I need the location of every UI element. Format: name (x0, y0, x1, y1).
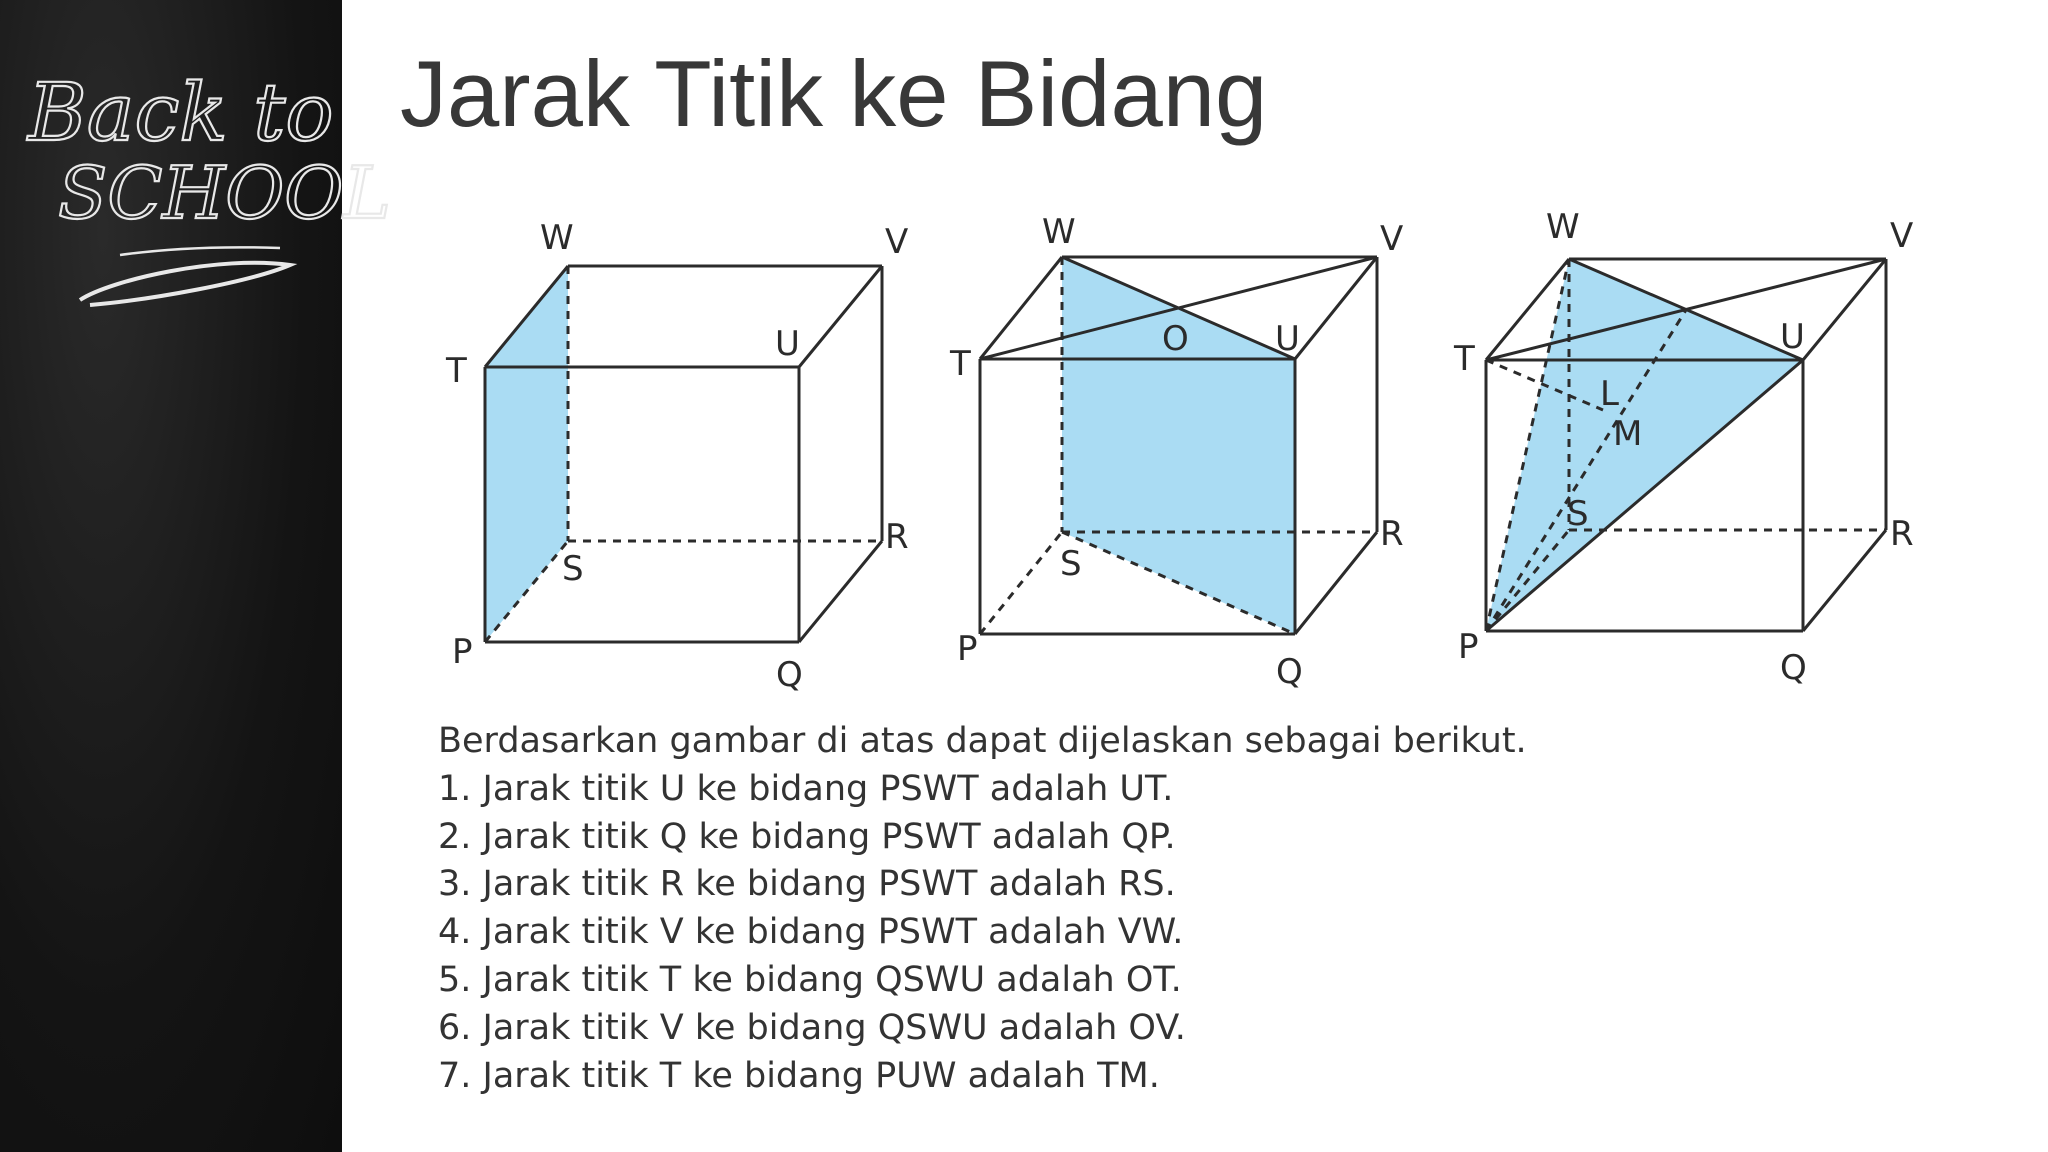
explanation-item: 2. Jarak titik Q ke bidang PSWT adalah QP. (438, 816, 1176, 857)
back-to-school-logo (20, 50, 392, 320)
explanation-item: 1. Jarak titik U ke bidang PSWT adalah UT. (438, 768, 1174, 809)
label-R: R (885, 517, 909, 557)
plane-pswt (485, 266, 568, 642)
logo-text-line1: Back to (28, 66, 334, 159)
plane-puw (1486, 259, 1803, 631)
label-P: P (957, 629, 978, 669)
label-Q: Q (1276, 652, 1303, 692)
label-P: P (452, 632, 473, 672)
label-U: U (1780, 317, 1805, 357)
label-R: R (1380, 514, 1404, 554)
label-S: S (1060, 544, 1082, 584)
explanation-item: 6. Jarak titik V ke bidang QSWU adalah OV. (438, 1007, 1186, 1048)
explanation-item: 4. Jarak titik V ke bidang PSWT adalah VW. (438, 912, 1184, 953)
label-W: W (1042, 212, 1076, 252)
explanation-text (438, 718, 1527, 1100)
cube-1 (445, 218, 909, 695)
explanation-intro: Berdasarkan gambar di atas dapat dijelaskan sebagai berikut. (438, 721, 1527, 761)
label-V: V (1890, 216, 1914, 256)
label-W: W (540, 218, 574, 258)
explanation-item: 5. Jarak titik T ke bidang QSWU adalah OT. (438, 959, 1182, 1000)
cube-3 (1453, 207, 1914, 688)
label-S: S (562, 549, 584, 589)
label-S: S (1567, 494, 1589, 534)
label-W: W (1546, 207, 1580, 247)
label-V: V (1380, 219, 1404, 259)
label-U: U (775, 324, 800, 364)
chalkboard-sidebar (0, 0, 392, 1152)
explanation-item: 7. Jarak titik T ke bidang PUW adalah TM. (438, 1055, 1160, 1096)
logo-underline-swoosh (80, 263, 290, 305)
label-T: T (950, 344, 971, 384)
cube-diagrams (430, 200, 1930, 700)
label-Q: Q (776, 655, 803, 695)
logo-text-line2: SCHOOL (58, 151, 392, 235)
label-M: M (1613, 414, 1643, 454)
label-L: L (1600, 374, 1619, 414)
plane-qswu (1062, 257, 1295, 634)
label-T: T (446, 351, 467, 391)
cube-2 (949, 212, 1404, 692)
explanation-item: 3. Jarak titik R ke bidang PSWT adalah RS. (438, 864, 1176, 905)
label-P: P (1458, 627, 1479, 667)
label-R: R (1890, 514, 1914, 554)
logo-underline-stroke (120, 247, 280, 255)
label-Q: Q (1780, 648, 1807, 688)
label-O: O (1162, 319, 1189, 359)
label-U: U (1275, 319, 1300, 359)
page-title: Jarak Titik ke Bidang (400, 41, 1268, 146)
label-T: T (1454, 339, 1475, 379)
label-V: V (885, 222, 909, 262)
